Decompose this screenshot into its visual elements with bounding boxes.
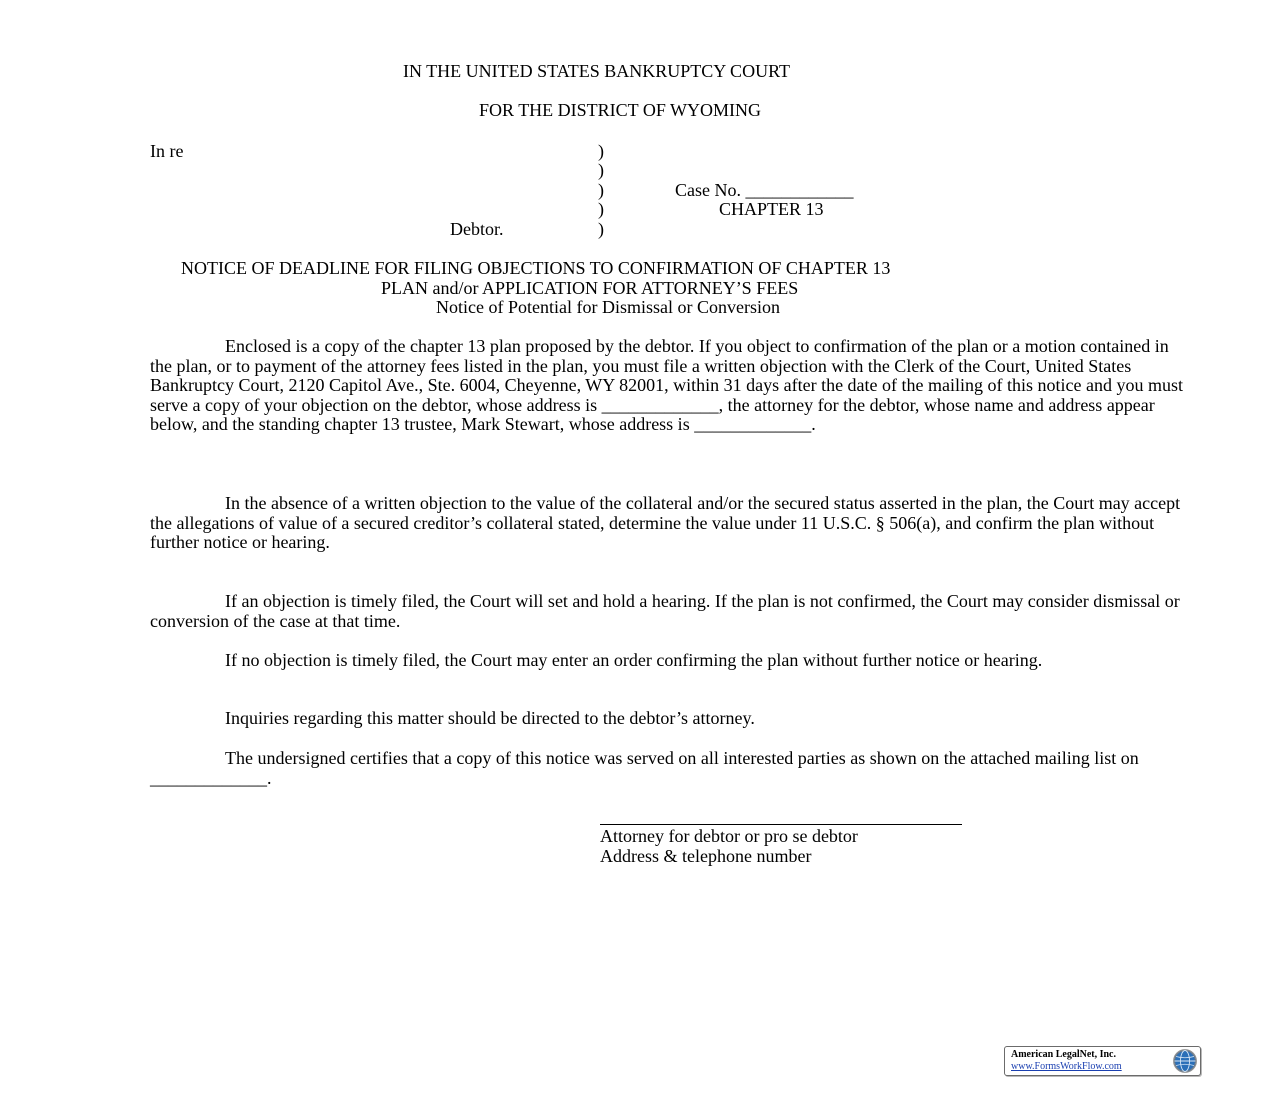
district-name: FOR THE DISTRICT OF WYOMING <box>479 100 762 120</box>
caption-paren: ) <box>598 141 604 161</box>
paragraph-text: Inquiries regarding this matter should be directed to the debtor’s attorney. <box>225 708 755 728</box>
case-number-field: Case No. ____________ <box>675 180 854 200</box>
caption-paren: ) <box>598 219 604 239</box>
signature-address-caption: Address & telephone number <box>600 846 812 866</box>
chapter-label: CHAPTER 13 <box>719 199 824 219</box>
caption-paren: ) <box>598 199 604 219</box>
debtor-label: Debtor. <box>450 219 504 239</box>
paragraph-text: Enclosed is a copy of the chapter 13 plan proposed by the debtor. If you object to confirmation of the plan or a motion contained in the plan, or to payment of the attorney fees listed in the plan, you must file a written objection with the Clerk of the Court, United States Bankruptcy Court, 2120 Capitol Ave., Ste. 6004, Cheyenne, WY 82001, within 31 days after the date of the mailing of this notice and you must serve a copy of your objection on the debtor, whose address is _____________, the attorney for the debtor, whose name and address appear below, and the standing chapter 13 trustee, Mark Stewart, whose address is _____________. <box>150 336 1183 435</box>
paragraph-no-objection <box>150 651 1195 671</box>
caption-paren: ) <box>598 160 604 180</box>
paragraph-text: In the absence of a written objection to the value of the collateral and/or the secured status asserted in the plan, the Court may accept the allegations of value of a secured creditor’s collateral stated, determine the value under 11 U.S.C. § 506(a), and confirm the plan without further notice or hearing. <box>150 493 1181 553</box>
paragraph-certification <box>150 749 1195 788</box>
logo-company-name: American LegalNet, Inc. <box>1011 1049 1116 1060</box>
paragraph-inquiries <box>150 709 1195 729</box>
logo-website-link[interactable]: www.FormsWorkFlow.com <box>1011 1061 1122 1072</box>
globe-icon <box>1173 1049 1197 1073</box>
paragraph-text: If no objection is timely filed, the Court may enter an order confirming the plan without further notice or hearing. <box>225 650 1043 670</box>
paragraph-objection-filed <box>150 592 1195 631</box>
caption-paren: ) <box>598 180 604 200</box>
notice-title-line2: PLAN and/or APPLICATION FOR ATTORNEY’S FEES <box>381 278 799 298</box>
notice-title-line1: NOTICE OF DEADLINE FOR FILING OBJECTIONS TO CONFIRMATION OF CHAPTER 13 <box>181 258 891 278</box>
paragraph-text: The undersigned certifies that a copy of this notice was served on all interested parties as shown on the attached mailing list on _____________. <box>150 748 1139 788</box>
paragraph-text: If an objection is timely filed, the Court will set and hold a hearing. If the plan is not confirmed, the Court may consider dismissal or conversion of the case at that time. <box>150 591 1180 631</box>
paragraph-enclosed-plan <box>150 337 1195 435</box>
american-legalnet-logo <box>1004 1046 1201 1076</box>
signature-caption: Attorney for debtor or pro se debtor <box>600 826 858 846</box>
paragraph-collateral-value <box>150 494 1195 553</box>
signature-line <box>600 812 962 825</box>
notice-subtitle: Notice of Potential for Dismissal or Conversion <box>436 297 780 317</box>
court-name: IN THE UNITED STATES BANKRUPTCY COURT <box>403 61 790 81</box>
in-re-label: In re <box>150 141 184 161</box>
